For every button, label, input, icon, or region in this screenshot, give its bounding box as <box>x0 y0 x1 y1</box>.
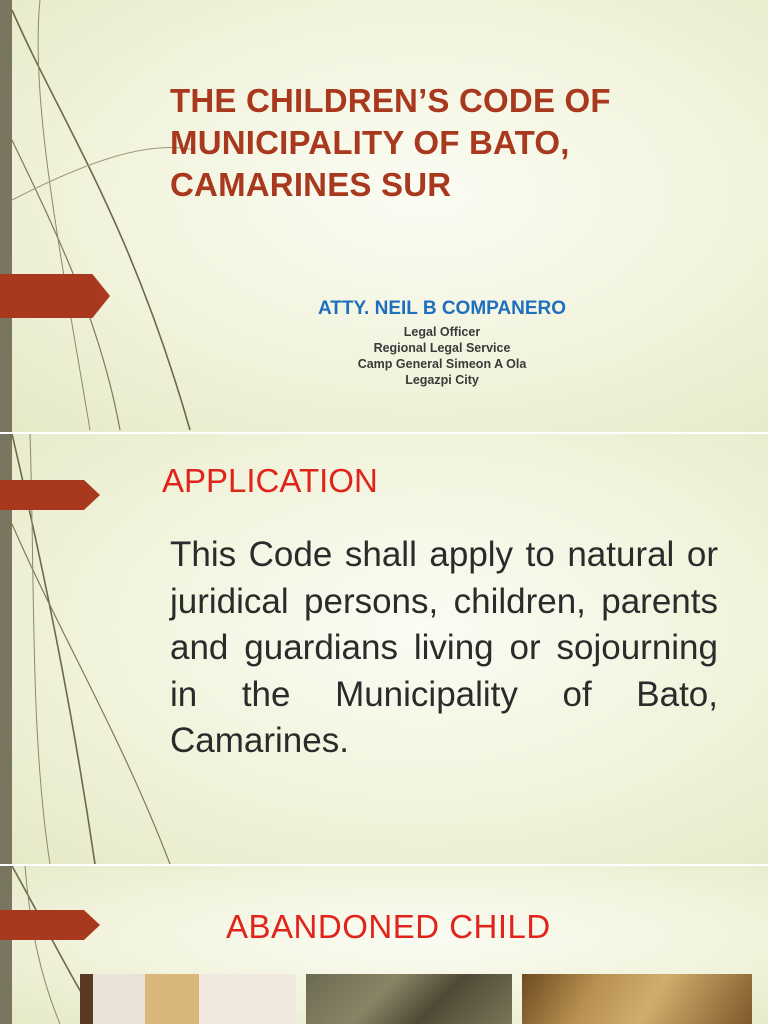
application-slide <box>0 434 768 864</box>
basket-photo <box>522 974 752 1024</box>
presenter-city: Legazpi City <box>405 373 479 387</box>
slide-title: THE CHILDREN’S CODE OF MUNICIPALITY OF BATO, CAMARINES SUR <box>170 82 611 203</box>
presenter-name: ATTY. NEIL B COMPANERO <box>317 298 567 319</box>
presenter-camp: Camp General Simeon A Ola <box>357 357 527 371</box>
title-slide <box>0 0 768 432</box>
decorative-curves <box>0 0 200 432</box>
presenter-block <box>262 298 622 388</box>
ground-photo <box>306 974 512 1024</box>
presenter-role: Legal Officer <box>403 325 481 339</box>
presenter-office: Regional Legal Service <box>373 341 511 355</box>
slide-arrow-marker <box>0 910 100 940</box>
abandoned-child-heading: ABANDONED CHILD <box>226 908 551 945</box>
slide-arrow-marker <box>0 480 100 510</box>
child-photo <box>80 974 296 1024</box>
abandoned-child-slide <box>0 866 768 1024</box>
application-body: This Code shall apply to natural or juridical persons, children, parents and guardians living or sojourning in the Municipality of Bato, Camarines. <box>170 535 718 760</box>
application-heading: APPLICATION <box>162 462 378 499</box>
slide-arrow-marker <box>0 274 110 318</box>
